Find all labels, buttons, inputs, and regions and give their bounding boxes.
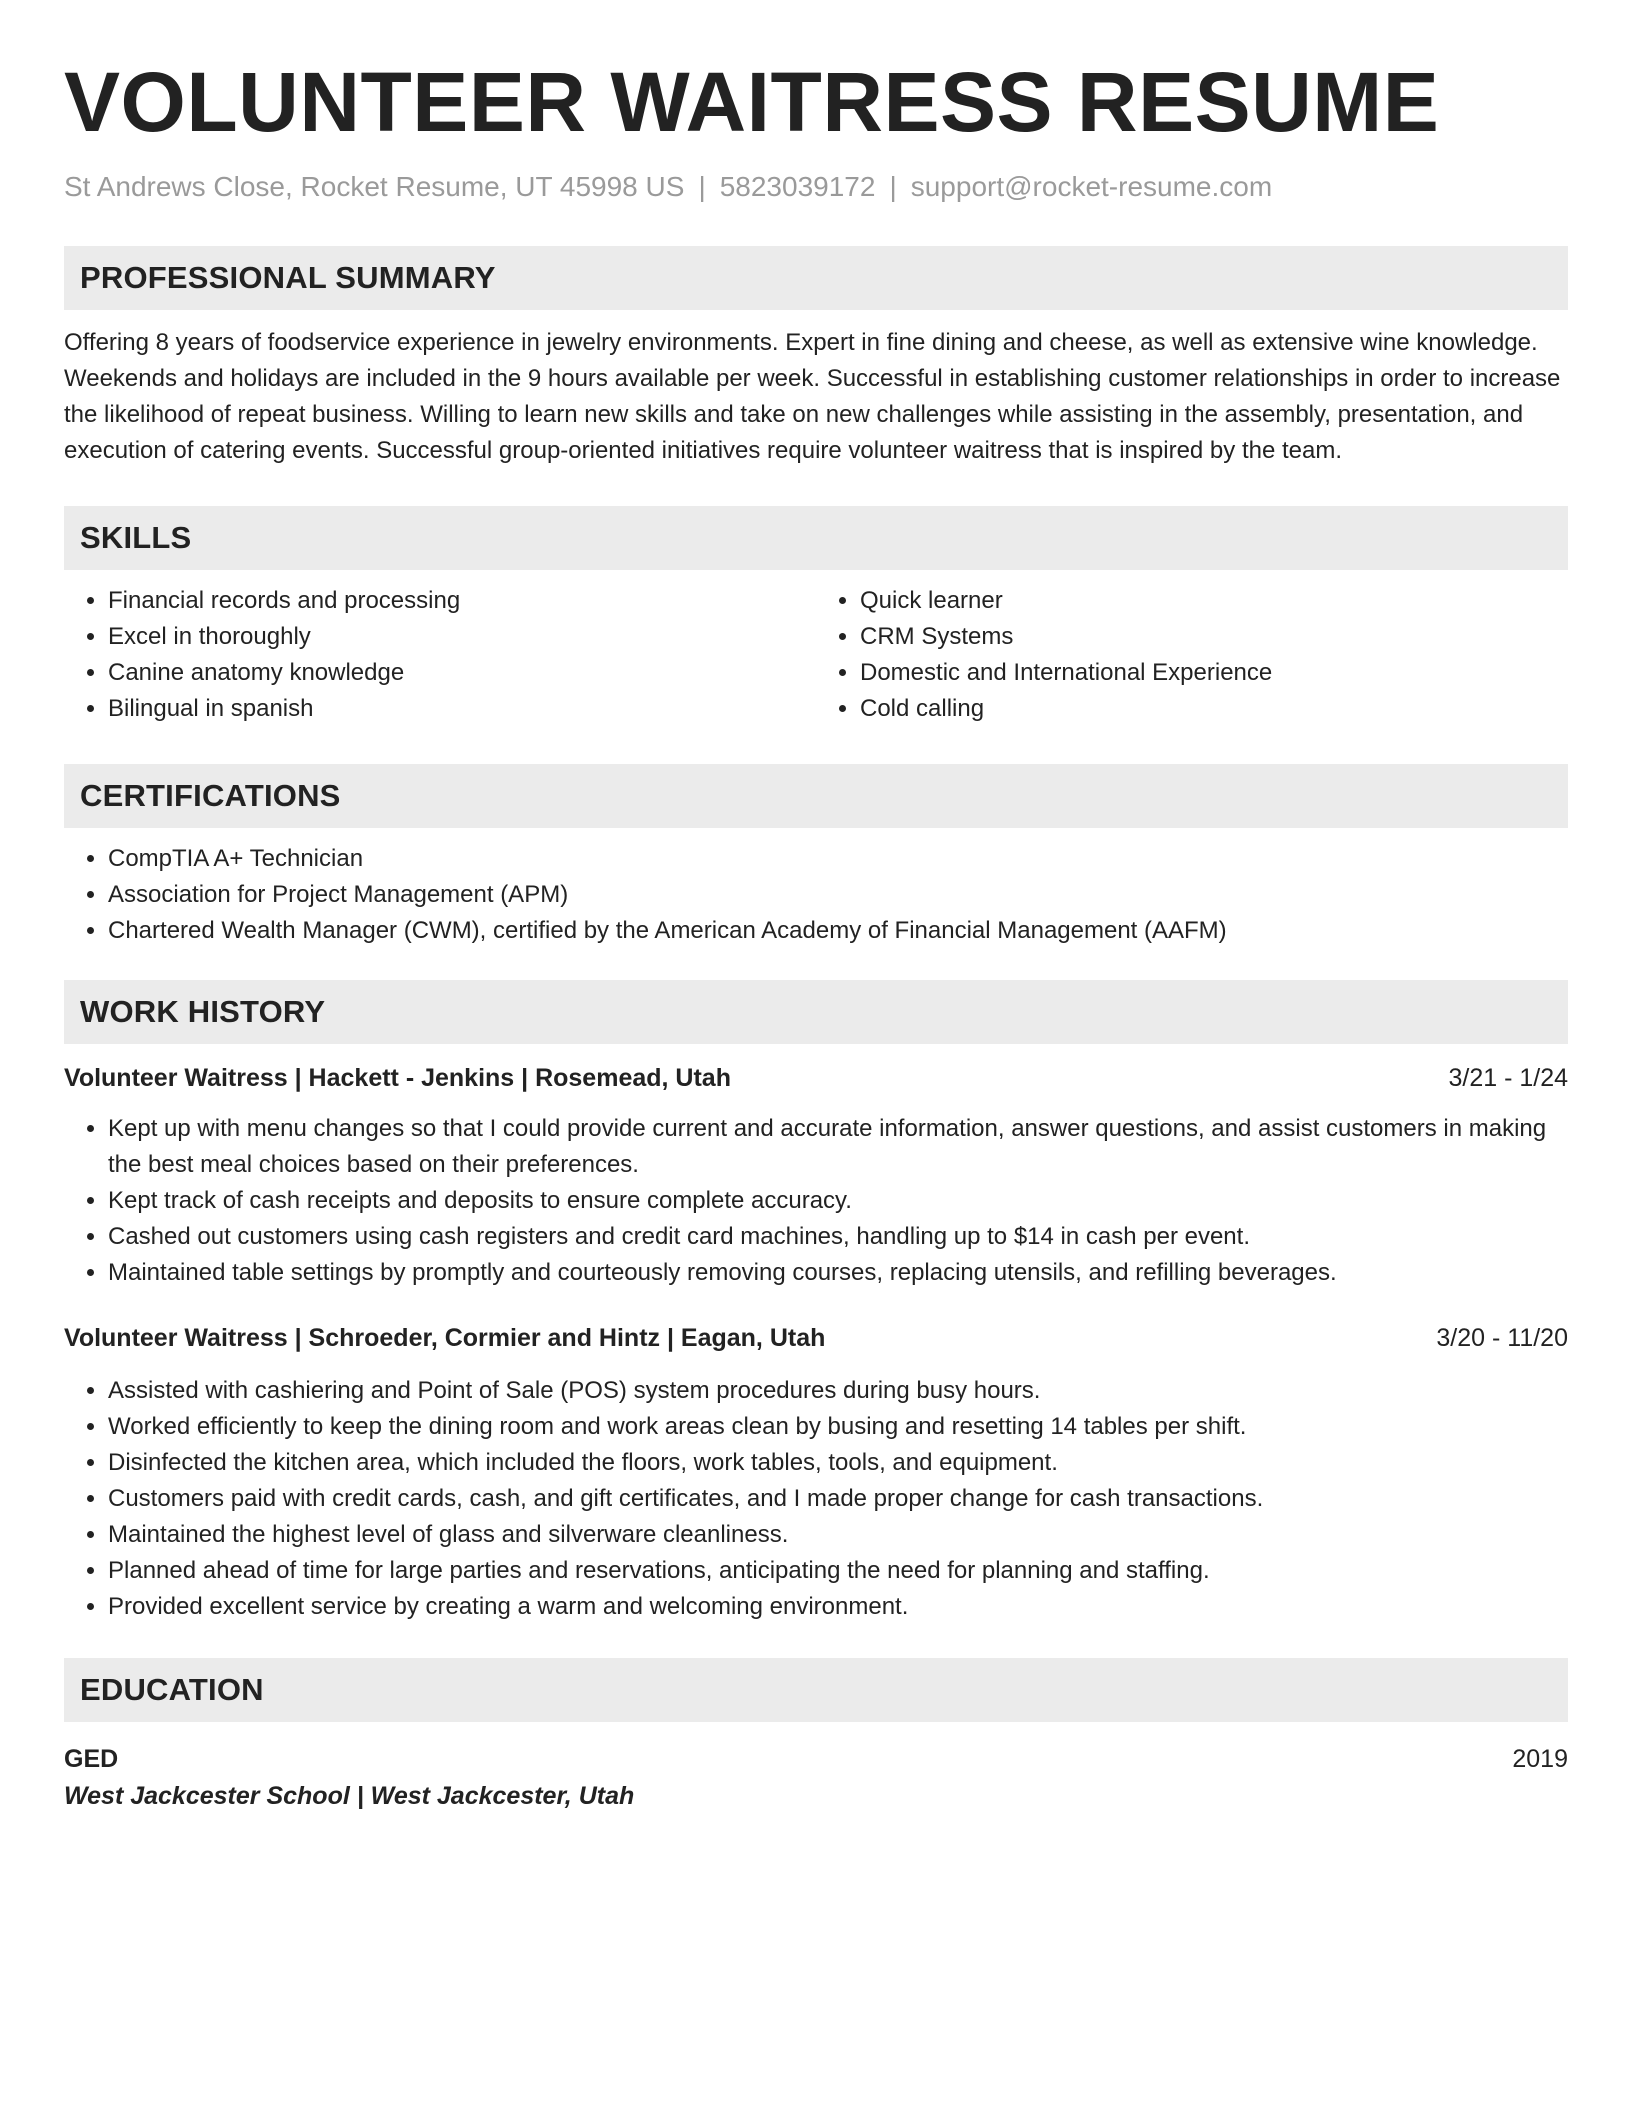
job-bullet: • Worked efficiently to keep the dining room and work areas clean by busing and resetting 14 tables per shift. [108, 1409, 1568, 1445]
job-header [64, 1321, 1568, 1355]
job-bullet: • Provided excellent service by creating a warm and welcoming environment. [108, 1589, 1568, 1625]
skills-heading: SKILLS [64, 506, 1568, 570]
certifications-heading: CERTIFICATIONS [64, 764, 1568, 828]
education-degree: GED [64, 1745, 119, 1773]
skills-grid [64, 583, 1568, 727]
education-heading: EDUCATION [64, 1658, 1568, 1722]
job-bullet: • Cashed out customers using cash registers and credit card machines, handling up to $14 in cash per event. [108, 1219, 1568, 1255]
job-dates: 3/20 - 11/20 [1436, 1324, 1568, 1352]
summary-text: Offering 8 years of foodservice experience in jewelry environments. Expert in fine dining and cheese, as well as extensive wine knowledge. Weekends and holidays are included in the 9 hours available per week. Successful in establishing customer relationships in order to increase the likelihood of repeat business. Willing to learn new skills and take on new challenges while assisting in the assembly, presentation, and execution of catering events. Successful group-oriented initiatives require volunteer waitress that is inspired by the team. [64, 329, 1561, 464]
skill-item: • Financial records and processing [108, 583, 816, 619]
work-history-heading: WORK HISTORY [64, 980, 1568, 1044]
skill-item: • Excel in thoroughly [108, 619, 816, 655]
skill-item: • Bilingual in spanish [108, 691, 816, 727]
certifications-list [64, 841, 1568, 949]
job-dates: 3/21 - 1/24 [1448, 1064, 1568, 1092]
certification-item: • Association for Project Management (APM) [108, 877, 1568, 913]
skill-item: • CRM Systems [860, 619, 1568, 655]
job-title: Volunteer Waitress | Schroeder, Cormier and Hintz | Eagan, Utah [64, 1324, 826, 1352]
job-title: Volunteer Waitress | Hackett - Jenkins | Rosemead, Utah [64, 1064, 731, 1092]
contact-separator: | [889, 171, 897, 202]
job-bullet: • Customers paid with credit cards, cash, and gift certificates, and I made proper change for cash transactions. [108, 1481, 1568, 1517]
contact-phone: 5823039172 [719, 171, 876, 202]
education-header [64, 1742, 1568, 1776]
job-bullet: • Assisted with cashiering and Point of Sale (POS) system procedures during busy hours. [108, 1373, 1568, 1409]
job-bullet: • Disinfected the kitchen area, which included the floors, work tables, tools, and equipment. [108, 1445, 1568, 1481]
contact-separator: | [698, 171, 706, 202]
job-header [64, 1061, 1568, 1095]
job-bullets [64, 1373, 1568, 1625]
resume-title: VOLUNTEER WAITRESS RESUME [64, 55, 1440, 149]
job-bullet: • Planned ahead of time for large parties and reservations, anticipating the need for planning and staffing. [108, 1553, 1568, 1589]
education-school: West Jackcester School | West Jackcester, Utah [64, 1782, 635, 1810]
skill-item: • Cold calling [860, 691, 1568, 727]
education-year: 2019 [1512, 1745, 1568, 1773]
contact-email: support@rocket-resume.com [910, 171, 1273, 202]
skill-item: • Canine anatomy knowledge [108, 655, 816, 691]
contact-line [64, 170, 1568, 204]
job-bullet: • Maintained the highest level of glass and silverware cleanliness. [108, 1517, 1568, 1553]
job-bullets [64, 1111, 1568, 1291]
certification-item: • CompTIA A+ Technician [108, 841, 1568, 877]
skills-left-list [64, 583, 816, 727]
skill-item: • Domestic and International Experience [860, 655, 1568, 691]
skill-item: • Quick learner [860, 583, 1568, 619]
certification-item: • Chartered Wealth Manager (CWM), certified by the American Academy of Financial Management (AAFM) [108, 913, 1568, 949]
summary-heading: PROFESSIONAL SUMMARY [64, 246, 1568, 310]
contact-address: St Andrews Close, Rocket Resume, UT 45998 US [64, 171, 685, 202]
job-bullet: • Maintained table settings by promptly and courteously removing courses, replacing utensils, and refilling beverages. [108, 1255, 1568, 1291]
job-bullet: • Kept up with menu changes so that I could provide current and accurate information, answer questions, and assist customers in making the best meal choices based on their preferences. [108, 1111, 1568, 1183]
skills-right-list [816, 583, 1568, 727]
job-bullet: • Kept track of cash receipts and deposits to ensure complete accuracy. [108, 1183, 1568, 1219]
